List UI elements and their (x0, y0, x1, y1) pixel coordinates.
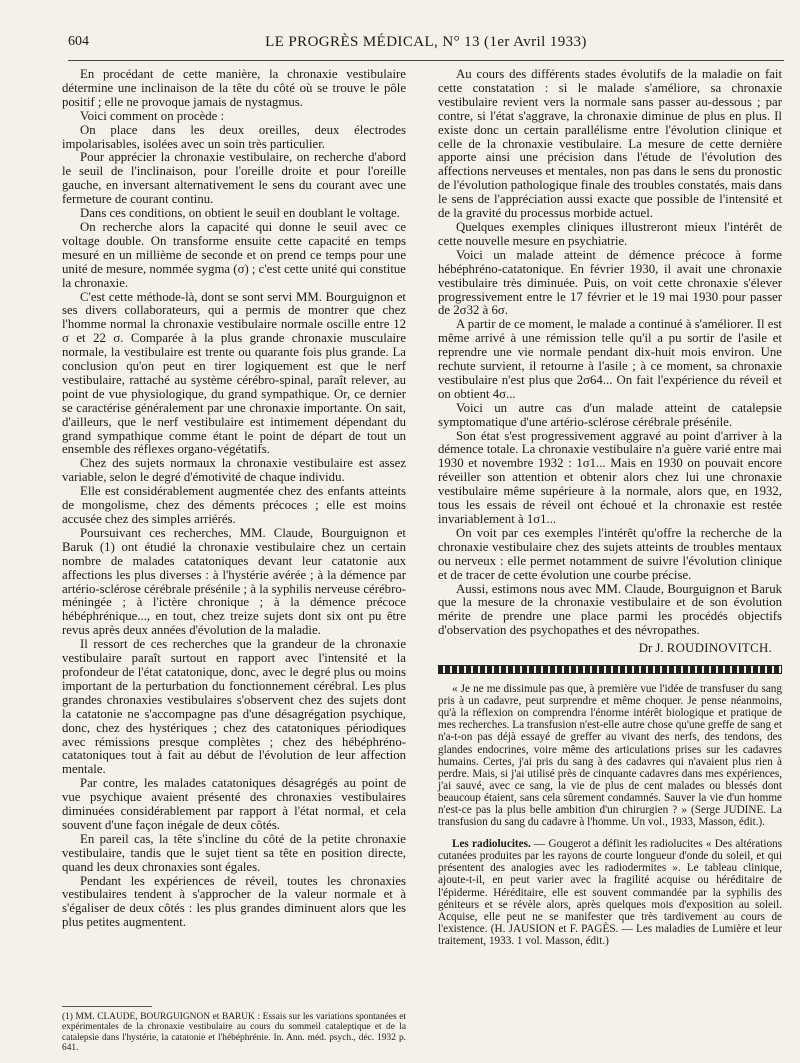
footnote-rule (62, 1006, 152, 1007)
quote-block (438, 683, 782, 828)
signature (438, 642, 782, 656)
footnote-text: (1) MM. CLAUDE, BOURGUIGNON et BARUK : Essais sur les variations spontanées et expérimentales de la chronaxie vestibulaire au cours du sommeil cataleptique et de la catalepsie dans l'hystérie, la catatonie et l'hébéphrénie. In. Ann. méd. psych., déc. 1932 p. 641. (62, 1012, 406, 1053)
paragraph: Par contre, les malades catatoniques désagrégés au point de vue psychique avaient présenté des chronaxies vestibulaires diminuées considérablement par rapport à l'état normal, et cela souvent d'une façon inégale de deux côtés. (62, 776, 406, 832)
paragraph: On recherche alors la capacité qui donne le seuil avec ce voltage double. On transforme ensuite cette capacité en temps mesuré en un millième de seconde et on prend ce temps pour une unité de mesure, nommée sygma (σ) ; c'est cette unité qui constitue la chronaxie. (62, 219, 406, 290)
page-number: 604 (68, 34, 89, 49)
paragraph: Voici comment on procède : (80, 108, 225, 123)
ornamental-divider (438, 665, 782, 674)
paragraph: En procédant de cette manière, la chronaxie vestibulaire détermine une inclinaison de la tête du côté où se trouve le pôle positif ; elle ne provoque jamais de nystagmus. (62, 67, 406, 109)
paragraph: Il ressort de ces recherches que la grandeur de la chronaxie vestibulaire paraît surtout en rapport avec l'intensité et la profondeur de l'état catatonique, donc, avec le degré plus ou moins important de la perturbation du fonctionnement cérébral. Les plus grandes chronaxies vestibulaires s'observent chez des sujets dont la catatonie ne s'accompagne pas d'une désagrégation psychique, donc, chez des hystériques ; chez des catatoniques périodiques avec rémissions presque complètes ; chez des hébéphréno-catatoniques tout à fait au début de l'évolution de leur affection mentale. (62, 637, 406, 777)
paragraph: Pour apprécier la chronaxie vestibulaire, on recherche d'abord le seuil de l'inclinaison, pour l'oreille droite et pour l'oreille gauche, en inversant alternativement le sens du courant avec une fermeture de courant continu. (62, 150, 406, 207)
quote-text: « Je ne me dissimule pas que, à première vue l'idée de transfuser du sang pris à un cadavre, peut surprendre et même choquer. Je pense néanmoins, qu'à la réflexion on comprendra l'énorme intérêt biologique et pratique de mes recherches. La transfusion n'est-elle autre chose qu'une greffe de sang et n'a-t-on pas déjà essayé de greffer au vivant des nerfs, des tendons, des glandes endocrines, voire même des articulations prises sur les cadavres humains. Certes, j'ai pris du sang à des cadavres qui n'avaient plus rien à perdre. Mais, si j'ai utilisé près de cinquante cadavres dans mes expériences, j'ai sauvé, avec ce sang, la vie de plus de cent malades ou blessés dont beaucoup étaient, sans cela sûrement condamnés. Sauver la vie d'un homme n'est-ce pas la plus belle ambition d'un chirurgien ? » (Serge JUDINE. La transfusion du sang du cadavre à l'homme. Un vol., 1933, Masson, édit.). (438, 683, 782, 829)
footnote (62, 1012, 406, 1053)
paragraph: Quelques exemples cliniques illustreront mieux l'intérêt de cette nouvelle mesure en psychiatrie. (438, 219, 782, 248)
paragraph: On voit par ces exemples l'intérêt qu'offre la recherche de la chronaxie vestibulaire chez des sujets atteints de troubles mentaux ou nerveux : elle permet notamment de suivre l'évolution clinique et de tracer de cette évolution une courbe précise. (438, 525, 782, 582)
paragraph: A partir de ce moment, le malade a continué à s'améliorer. Il est même arrivé à une rémission telle qu'il a pu sortir de l'asile et reprendre une vie normale pendant dix-huit mois environ. Une rechute survient, il retourne à l'asile ; à ce moment, sa chronaxie vestibulaire n'est plus que 2σ64... On fait l'expérience du réveil et on obtient 4σ... (438, 317, 782, 401)
paragraph: Elle est considérablement augmentée chez des enfants atteints de mongolisme, chez des déments précoces ; elle est moins accusée chez des simples arriérés. (62, 484, 406, 526)
review-heading: Les radiolucites. (452, 838, 531, 851)
paragraph: Voici un malade atteint de démence précoce à forme hébéphréno-catatonique. En février 1930, il avait une chronaxie vestibulaire très diminuée. Puis, on voit cette chronaxie s'élever progressivement entre le 17 février et le 19 mai 1930 pour passer de 2σ32 à 6σ. (438, 247, 782, 318)
left-column (62, 68, 406, 930)
paragraph: Poursuivant ces recherches, MM. Claude, Bourguignon et Baruk (1) ont étudié la chronaxie vestibulaire chez un certain nombre de malades catatoniques devant leur catatonie aux affections les plus diverses : à l'hystérie avérée ; à la démence par artério-sclérose cérébrale présénile ; à la syphilis nerveuse cérébro-méningée ; à l'ictère chronique ; à la démence précoce hébéphrénique..., en tout, chez treize sujets dont six ont pu être revus après deux années d'évolution de la maladie. (62, 525, 406, 638)
signature-name: ROUDINOVITCH. (666, 641, 772, 656)
page-header (68, 34, 784, 54)
paragraph: Aussi, estimons nous avec MM. Claude, Bourguignon et Baruk que la mesure de la chronaxie vestibulaire et de son évolution mérite de prendre une place parmi les procédés objectifs d'observation des psychopathes et des névropathes. (438, 581, 782, 638)
paragraph: On place dans les deux oreilles, deux électrodes impolarisables, isolées avec un soin très particulier. (62, 122, 406, 151)
paragraph: Chez des sujets normaux la chronaxie vestibulaire est assez variable, selon le degré d'émotivité de chaque individu. (62, 456, 406, 485)
paragraph: Son état s'est progressivement aggravé au point d'arriver à la démence totale. La chronaxie vestibulaire n'a guère varié entre mai 1930 et novembre 1932 : 1σ1... Mais en 1930 on pouvait encore réveiller son attention et obtenir alors chez lui une chronaxie vestibulaire même supérieure à la normale, alors que, en 1932, tous les essais de réveil ont échoué et la chronaxie est restée invariablement à 1σ1... (438, 428, 782, 526)
review-body: — Gougerot a définit les radiolucites « Des altérations cutanées produites par les rayons de courte longueur d'onde du soleil, et qui présentent des analogies avec les radiodermites ». Le tableau clinique, ajoute-t-il, en peut varier avec la fragilité acquise ou héréditaire de l'épiderme. Héréditaire, elle est souvent commandée par la syphilis des géniteurs et se révèle alors, après quelques mois d'exposition au soleil. Acquise, elle peut ne se manifester que très tardivement au cours de l'existence. (H. JAUSION et F. PAGÈS. — Les maladies de Lumière et leur traitement, 1933. 1 vol. Masson, édit.) (438, 838, 782, 947)
paragraph: Au cours des différents stades évolutifs de la maladie on fait cette constatation : si le malade s'améliore, sa chronaxie vestibulaire revient vers la normale sans passer au-dessous ; par contre, si l'état s'aggrave, la chronaxie diminue de plus en plus. Il existe donc un certain parallélisme entre l'évolution clinique et celle de la chronaxie vestibulaire. La mesure de cette dernière apporte ainsi une précision dans l'étude de l'évolution des affections nerveuses et mentales, non pas dans le sens du pronostic de l'évolution pathologique finale des troubles constatés, mais dans le sens de l'appréciation aussi exacte que possible de l'intensité et de la gravité du processus morbide actuel. (438, 67, 782, 221)
paragraph: C'est cette méthode-là, dont se sont servi MM. Bourguignon et ses divers collaborateurs, qui a permis de montrer que chez l'homme normal la chronaxie vestibulaire normale oscille entre 12 σ et 22 σ. Comparée à la plus grande chronaxie musculaire normale, la vestibulaire est trente ou quarante fois plus grande. La conclusion qu'on peut en tirer logiquement est que le nerf vestibulaire, rattaché au système cérébro-spinal, paraît relever, au point de vue physiologique, du grand sympathique. Or, ce dernier se caractérise généralement par une chronaxie importante. On sait, d'ailleurs, que le nerf vestibulaire est intimement dépendant du grand sympathique comme étant le point de départ de tout un ensemble des réflexes organo-végétatifs. (62, 289, 406, 457)
signature-prefix: Dr J. (638, 641, 664, 656)
header-rule (68, 60, 784, 61)
right-column (438, 68, 782, 947)
paragraph: En pareil cas, la tête s'incline du côté de la petite chronaxie vestibulaire, tandis que le sujet tient sa tête en position directe, quand les deux chronaxies sont égales. (62, 831, 406, 874)
paragraph: Dans ces conditions, on obtient le seuil en doublant le voltage. (80, 206, 400, 221)
running-title: LE PROGRÈS MÉDICAL, N° 13 (1er Avril 1933) (265, 34, 587, 50)
paragraph: Voici un autre cas d'un malade atteint de catalepsie symptomatique d'une artério-sclérose cérébrale présénile. (438, 400, 782, 429)
paragraph: Pendant les expériences de réveil, toutes les chronaxies vestibulaires tendent à s'approcher de la valeur normale et à s'égaliser de deux côtés : les plus grandes diminuent alors que les plus petites augmentent. (62, 873, 406, 930)
review-block (438, 838, 782, 947)
